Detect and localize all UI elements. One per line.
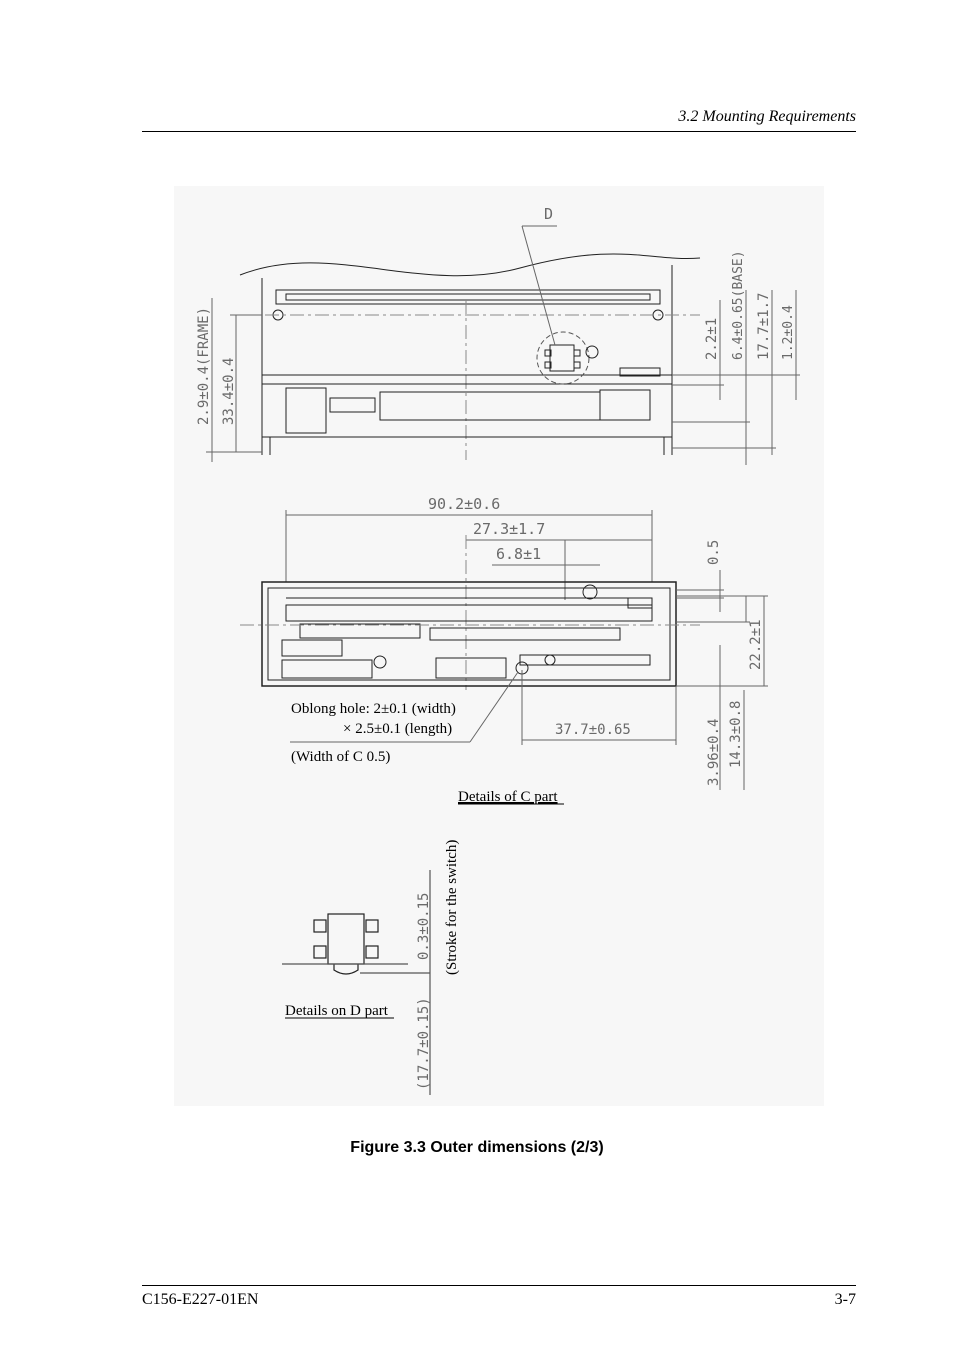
- dim-33-4: 33.4±0.4: [221, 357, 237, 425]
- dim-1-2: 1.2±0.4: [781, 305, 796, 360]
- dim-17-7-ref: (17.7±0.15): [416, 997, 432, 1090]
- figure-caption: Figure 3.3 Outer dimensions (2/3): [350, 1139, 604, 1156]
- note-oblong-line2: × 2.5±0.1 (length): [343, 721, 453, 737]
- dim-22-2: 22.2±1: [748, 619, 764, 670]
- dim-17-7: 17.7±1.7: [756, 292, 772, 360]
- dim-3-96: 3.96±0.4: [706, 718, 722, 786]
- dim-0-5: 0.5: [706, 539, 722, 565]
- note-oblong-line1: Oblong hole: 2±0.1 (width): [291, 701, 456, 717]
- dim-37-7: 37.7±0.65: [555, 722, 631, 738]
- dim-14-3: 14.3±0.8: [728, 700, 744, 768]
- dim-90-2: 90.2±0.6: [428, 495, 501, 513]
- footer-page-number: 3-7: [834, 1291, 856, 1308]
- dim-0-3: 0.3±0.15: [416, 892, 432, 960]
- note-stroke: (Stroke for the switch): [444, 839, 460, 975]
- dim-base: 6.4±0.65(BASE): [731, 250, 746, 360]
- header-section-title: 3.2 Mounting Requirements: [678, 108, 856, 125]
- note-width-c: (Width of C 0.5): [291, 749, 391, 765]
- dim-27-3: 27.3±1.7: [473, 520, 546, 538]
- dim-2-2: 2.2±1: [704, 317, 720, 360]
- details-d-label: Details on D part: [285, 1003, 388, 1019]
- dim-6-8: 6.8±1: [496, 545, 542, 563]
- details-c-label: Details of C part: [458, 789, 558, 805]
- footer-rule: [142, 1285, 856, 1286]
- footer-doc-id: C156-E227-01EN: [142, 1291, 259, 1308]
- dim-frame: 2.9±0.4(FRAME): [196, 306, 212, 425]
- drawing-area: [174, 186, 824, 1106]
- label-d: D: [544, 205, 554, 223]
